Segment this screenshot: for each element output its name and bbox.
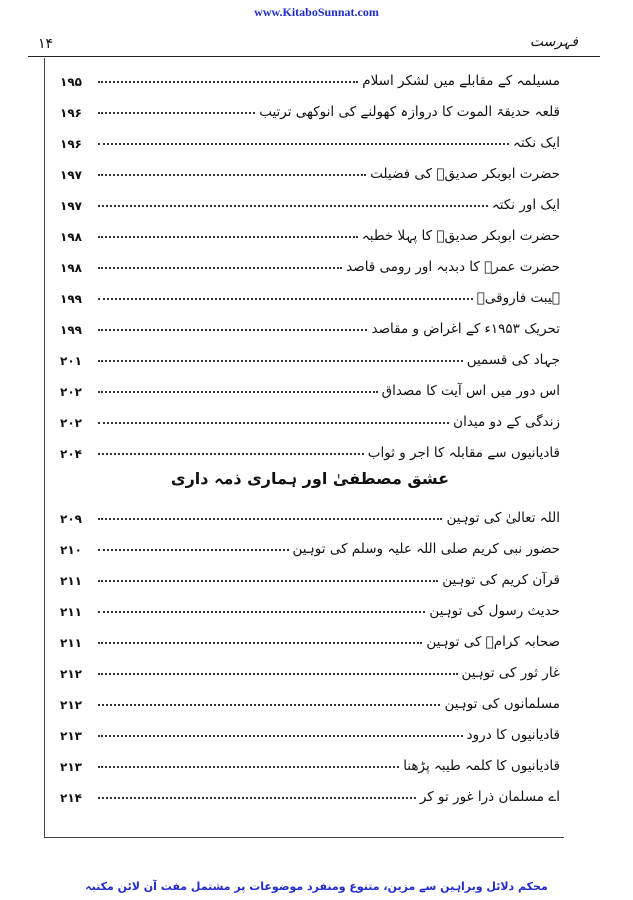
footer-tagline: محکم دلائل وبراہین سے مزین، متنوع ومنفرد موضوعات پر مشتمل مفت آن لائن مکتبہ: [85, 880, 548, 893]
toc-entry-page: ۱۹۸: [60, 261, 82, 275]
toc-entry-title: اے مسلمان ذرا غور تو کر: [419, 789, 560, 805]
toc-entry-title: حدیث رسول کی توہین: [429, 603, 560, 619]
toc-dot-leader: [98, 673, 458, 675]
toc-entry: [60, 58, 560, 89]
toc-entry: [60, 213, 560, 244]
toc-dot-leader: [98, 797, 416, 799]
toc-entry-title: جہاد کی قسمیں: [466, 352, 560, 368]
toc-dot-leader: [98, 267, 342, 269]
toc-entry-page: ۱۹۸: [60, 230, 82, 244]
toc-dot-leader: [98, 735, 463, 737]
toc-dot-leader: [98, 549, 289, 551]
toc-entry-title: حضرت عمرؓ کا دبدبہ اور رومی قاصد: [346, 259, 560, 275]
toc-entry-title: مسیلمہ کے مقابلے میں لشکر اسلام: [362, 73, 560, 89]
toc-entry-page: ۲۰۲: [60, 385, 82, 399]
toc-entry-page: ۱۹۷: [60, 199, 82, 213]
toc-dot-leader: [98, 766, 399, 768]
toc-entry-page: ۲۱۳: [60, 729, 82, 743]
toc-entry: [60, 619, 560, 650]
toc-dot-leader: [98, 360, 463, 362]
site-url[interactable]: www.KitaboSunnat.com: [254, 5, 379, 19]
header-title: فہرست: [529, 34, 578, 50]
toc-dot-leader: [98, 422, 449, 424]
toc-entry-page: ۲۱۱: [60, 636, 82, 650]
toc-entry: [60, 275, 560, 306]
toc-entry-page: ۲۱۴: [60, 791, 82, 805]
toc-entry-title: قلعہ حدیقۃ الموت کا دروازہ کھولنے کی انوکھی ترتیب: [259, 104, 560, 120]
toc-entry-title: ہیبت فاروقیؓ: [476, 290, 560, 306]
toc-entry: [60, 526, 560, 557]
toc-entry-page: ۲۱۱: [60, 574, 82, 588]
toc-entry-title: ایک اور نکتہ: [491, 197, 560, 213]
toc-entry-page: ۲۰۹: [60, 512, 82, 526]
table-of-contents: [60, 58, 560, 805]
toc-entry-page: ۲۰۱: [60, 354, 82, 368]
toc-entry: [60, 557, 560, 588]
toc-dot-leader: [98, 453, 364, 455]
toc-entry-title: صحابہ کرامؓ کی توہین: [426, 634, 560, 650]
toc-dot-leader: [98, 174, 366, 176]
toc-entry: [60, 120, 560, 151]
toc-dot-leader: [98, 143, 509, 145]
frame-bottom: [44, 837, 564, 838]
toc-entry-title: قرآن کریم کی توہین: [442, 572, 560, 588]
toc-dot-leader: [98, 205, 488, 207]
toc-entry-title: اللہ تعالیٰ کی توہین: [446, 510, 560, 526]
toc-dot-leader: [98, 112, 255, 114]
toc-entry-title: مسلمانوں کی توہین: [444, 696, 560, 712]
toc-entry-page: ۱۹۵: [60, 75, 82, 89]
toc-entry-page: ۲۱۱: [60, 605, 82, 619]
toc-entry: [60, 399, 560, 430]
toc-entry: [60, 244, 560, 275]
toc-dot-leader: [98, 704, 440, 706]
toc-entry-page: ۱۹۹: [60, 292, 82, 306]
toc-entry-page: ۱۹۶: [60, 106, 82, 120]
toc-dot-leader: [98, 611, 425, 613]
toc-entry-page: ۱۹۷: [60, 168, 82, 182]
toc-dot-leader: [98, 329, 367, 331]
page-header: [28, 34, 598, 56]
toc-entry-page: ۱۹۶: [60, 137, 82, 151]
page-marker: ۱۴: [38, 36, 54, 52]
toc-entry: [60, 743, 560, 774]
toc-dot-leader: [98, 236, 358, 238]
toc-part-1: [60, 58, 560, 461]
toc-entry: [60, 337, 560, 368]
toc-dot-leader: [98, 642, 422, 644]
toc-entry-title: قادیانیوں کا کلمہ طیبہ پڑھنا: [403, 758, 560, 774]
header-rule: [28, 56, 600, 57]
toc-entry: [60, 588, 560, 619]
toc-entry-title: حضور نبی کریم صلی اللہ علیہ وسلم کی توہین: [292, 541, 560, 557]
toc-dot-leader: [98, 391, 378, 393]
toc-entry-title: قادیانیوں سے مقابلہ کا اجر و ثواب: [367, 445, 560, 461]
toc-entry-title: اس دور میں اس آیت کا مصداق: [381, 383, 560, 399]
toc-entry-title: غار ثور کی توہین: [461, 665, 560, 681]
toc-entry-page: ۲۰۴: [60, 447, 82, 461]
toc-entry-title: قادیانیوں کا درود: [466, 727, 560, 743]
toc-entry-page: ۲۱۲: [60, 667, 82, 681]
toc-entry-title: تحریک ۱۹۵۳ء کے اغراض و مقاصد: [371, 321, 560, 337]
toc-entry: [60, 182, 560, 213]
toc-entry: [60, 368, 560, 399]
toc-entry-page: ۲۰۲: [60, 416, 82, 430]
toc-entry-page: ۱۹۹: [60, 323, 82, 337]
toc-entry-title: حضرت ابوبکر صدیقؓ کا پہلا خطبہ: [361, 228, 560, 244]
toc-dot-leader: [98, 298, 473, 300]
toc-entry-page: ۲۱۳: [60, 760, 82, 774]
toc-entry: [60, 681, 560, 712]
toc-entry-title: ایک نکتہ: [512, 135, 560, 151]
toc-entry: [60, 495, 560, 526]
toc-entry: [60, 650, 560, 681]
toc-entry: [60, 306, 560, 337]
toc-entry: [60, 430, 560, 461]
toc-dot-leader: [98, 81, 358, 83]
frame-line: [44, 58, 45, 838]
toc-entry-page: ۲۱۲: [60, 698, 82, 712]
toc-entry: [60, 89, 560, 120]
toc-entry: [60, 151, 560, 182]
section-heading: عشق مصطفیٰ اور ہماری ذمہ داری: [170, 469, 450, 488]
toc-entry-title: حضرت ابوبکر صدیقؓ کی فضیلت: [370, 166, 560, 182]
toc-entry: [60, 774, 560, 805]
toc-entry: [60, 712, 560, 743]
toc-dot-leader: [98, 580, 438, 582]
toc-entry-title: زندگی کے دو میدان: [453, 414, 560, 430]
toc-entry-page: ۲۱۰: [60, 543, 82, 557]
toc-dot-leader: [98, 518, 442, 520]
toc-part-2: [60, 495, 560, 805]
